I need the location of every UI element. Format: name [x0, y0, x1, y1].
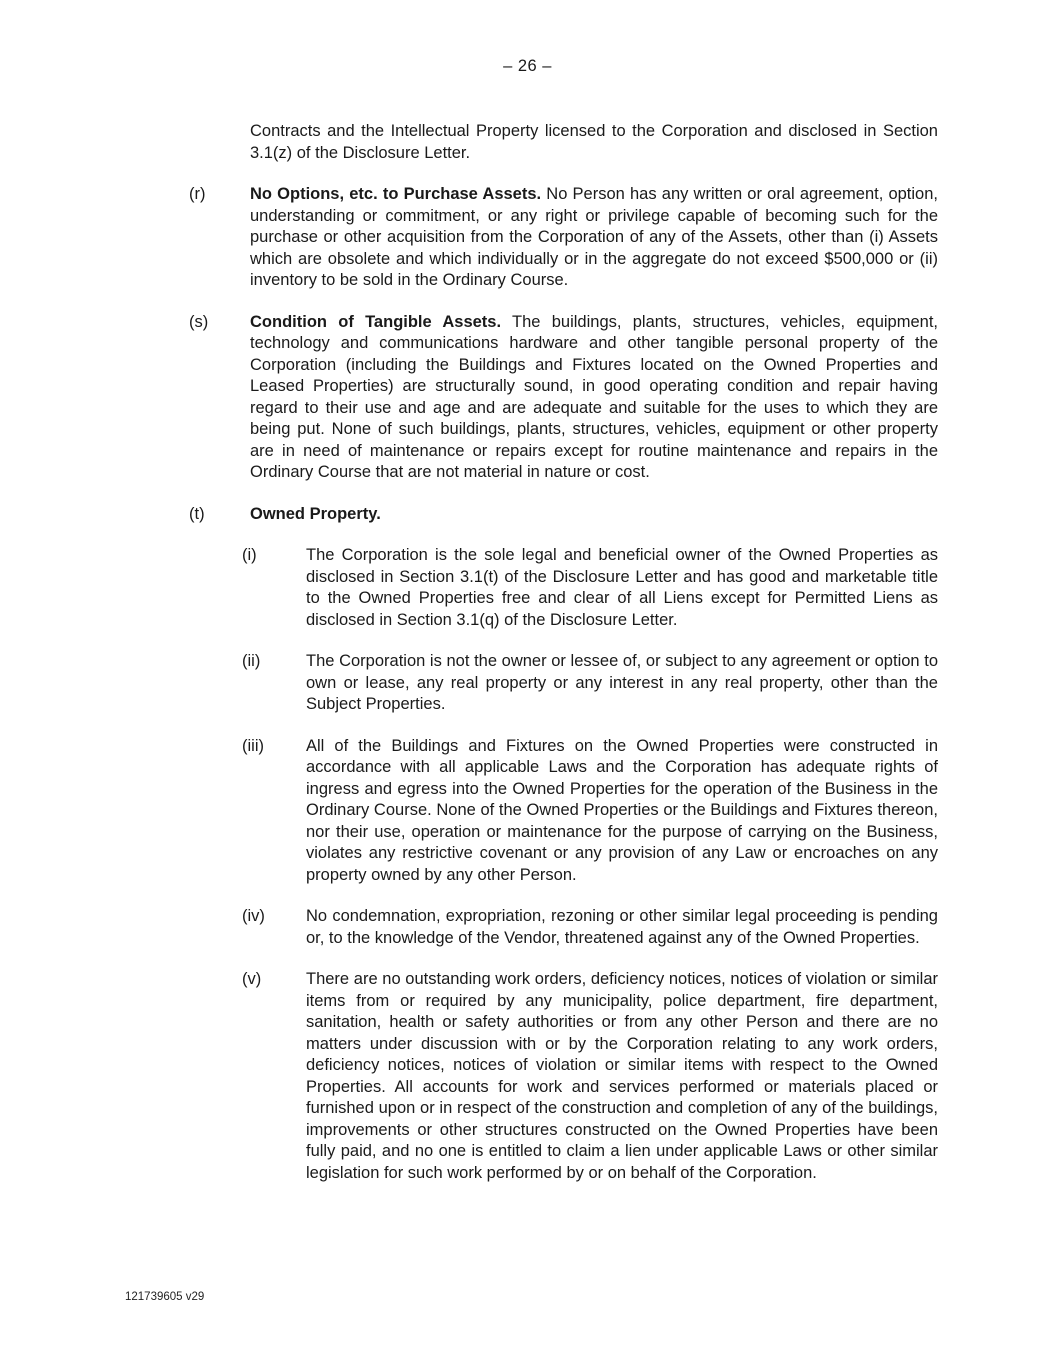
continuation-paragraph: Contracts and the Intellectual Property licensed to the Corporation and disclosed in Section 3.1(z) of the Disclosure Letter. — [250, 122, 938, 162]
section-t-label: (t) — [189, 504, 205, 523]
subsection-t-v — [242, 969, 938, 1184]
subsection-t-i — [242, 545, 938, 631]
subsection-t-ii — [242, 651, 938, 716]
section-s-label: (s) — [189, 312, 209, 331]
section-s — [189, 312, 938, 484]
section-s-body — [250, 312, 938, 484]
section-t-body — [250, 504, 938, 526]
page-number: – 26 – — [503, 57, 552, 75]
section-s-heading: Condition of Tangible Assets. — [250, 312, 502, 331]
subsection-t-i-label: (i) — [242, 546, 257, 564]
section-r-heading: No Options, etc. to Purchase Assets. — [250, 185, 542, 203]
section-t-heading: Owned Property. — [250, 504, 381, 523]
subsection-t-ii-label: (ii) — [242, 652, 261, 670]
subsection-t-iii-text: All of the Buildings and Fixtures on the Owned Properties were constructed in accordance with all applicable Laws and the Corporation has adequate rights of ingress and egress into the Owned Properties for the operation of the Business in the Ordinary Course. None of the Owned Properties or the Buildings and Fixtures thereon, nor their use, operation or maintenance for the purpose of carrying on the Business, violates any restrictive covenant or any provision of any Law or encroaches on any property owned by any other Person. — [306, 736, 938, 884]
subsection-t-iv — [242, 906, 938, 949]
subsection-t-v-label: (v) — [242, 970, 262, 988]
section-r-label: (r) — [189, 185, 206, 203]
section-r-body — [250, 184, 938, 292]
subsection-t-i-text: The Corporation is the sole legal and beneficial owner of the Owned Properties as disclosed in Section 3.1(t) of the Disclosure Letter and has good and marketable title to the Owned Properties free and clear of all Liens except for Permitted Liens as disclosed in Section 3.1(q) of the Disclosure Letter. — [306, 546, 938, 629]
subsection-t-iii-label: (iii) — [242, 736, 264, 755]
subsection-t-v-text: There are no outstanding work orders, deficiency notices, notices of violation or similar items from or required by any municipality, police department, fire department, sanitation, health or safety authorities or from any other Person and there are no matters under discussion with or by the Corporation relating to any work orders, deficiency notices, notices of violation or similar items with respect to the Owned Properties. All accounts for work and services performed or materials placed or furnished upon or in respect of the construction and completion of any of the buildings, improvements or other structures constructed on the Owned Properties have been fully paid, and no one is entitled to claim a lien under applicable Laws or other similar legislation for such work performed by or on behalf of the Corporation. — [306, 970, 938, 1182]
section-r-text: No Person has any written or oral agreement, option, understanding or commitment, or any right or privilege capable of becoming such for the purchase or other acquisition from the Corporation of any of the Assets, other than (i) Assets which are obsolete and which individually or in the aggregate do not exceed $500,000 or (ii) inventory to be sold in the Ordinary Course. — [250, 185, 938, 289]
section-r — [189, 184, 938, 292]
subsection-t-iv-label: (iv) — [242, 907, 265, 925]
subsection-t-ii-text: The Corporation is not the owner or lessee of, or subject to any agreement or option to own or lease, any real property or any interest in any real property, other than the Subject Properties. — [306, 652, 938, 713]
subsection-t-iii — [242, 736, 938, 887]
document-id-footer: 121739605 v29 — [125, 1291, 205, 1303]
section-t — [189, 504, 938, 526]
section-s-text: The buildings, plants, structures, vehicles, equipment, technology and communications hardware and other tangible personal property of the Corporation (including the Buildings and Fixtures located on the Owned Properties and Leased Properties) are structurally sound, in good operating condition and repair having regard to their use and age and are adequate and suitable for the uses to which they are being put. None of such buildings, plants, structures, vehicles, equipment or other property are in need of maintenance or repairs except for routine maintenance and repairs in the Ordinary Course that are not material in nature or cost. — [250, 312, 939, 481]
page-content — [189, 121, 938, 1204]
subsection-t-iv-text: No condemnation, expropriation, rezoning or other similar legal proceeding is pending or, to the knowledge of the Vendor, threatened against any of the Owned Properties. — [306, 907, 938, 947]
